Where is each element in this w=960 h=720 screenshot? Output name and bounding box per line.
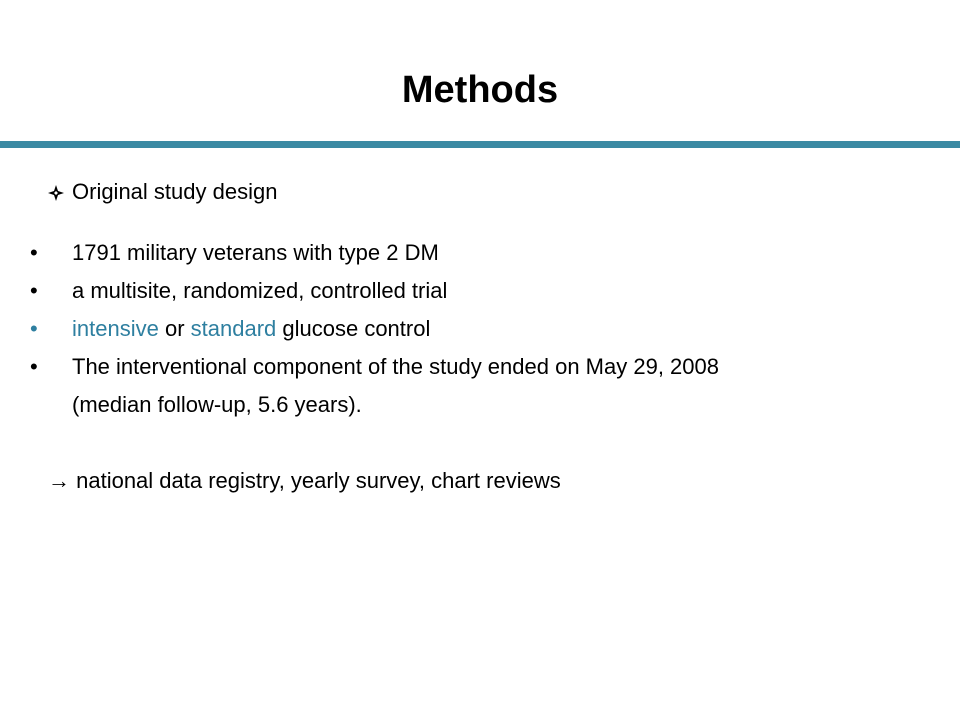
bullet-text: a multisite, randomized, controlled trial xyxy=(72,278,448,303)
divider-bar xyxy=(0,141,960,148)
bullet-marker: • xyxy=(30,278,38,303)
bullet-text: 1791 military veterans with type 2 DM xyxy=(72,240,439,265)
data-sources-note: → national data registry, yearly survey, chart reviews xyxy=(48,468,561,493)
bullet-text-connector: or xyxy=(158,316,191,341)
list-item xyxy=(30,234,719,272)
diamond-bullet-icon xyxy=(48,185,72,201)
slide-title: Methods xyxy=(401,69,559,111)
section-heading-text: Original study design xyxy=(72,179,278,204)
list-item xyxy=(30,310,719,348)
list-item xyxy=(30,272,719,310)
bullet-marker: • xyxy=(30,240,38,265)
title-divider xyxy=(0,141,960,148)
standard-term: standard xyxy=(190,316,277,341)
bullet-text: The interventional component of the study ended on May 29, 2008 xyxy=(72,354,719,379)
section-heading xyxy=(48,177,277,207)
intensive-term: intensive xyxy=(72,316,159,341)
list-item xyxy=(30,348,719,424)
bullet-text-tail: glucose control xyxy=(276,316,431,341)
bullet-marker: • xyxy=(30,354,38,379)
bullet-list xyxy=(30,234,719,424)
bullet-continuation: (median follow-up, 5.6 years). xyxy=(72,392,362,417)
bullet-marker: • xyxy=(30,316,38,341)
